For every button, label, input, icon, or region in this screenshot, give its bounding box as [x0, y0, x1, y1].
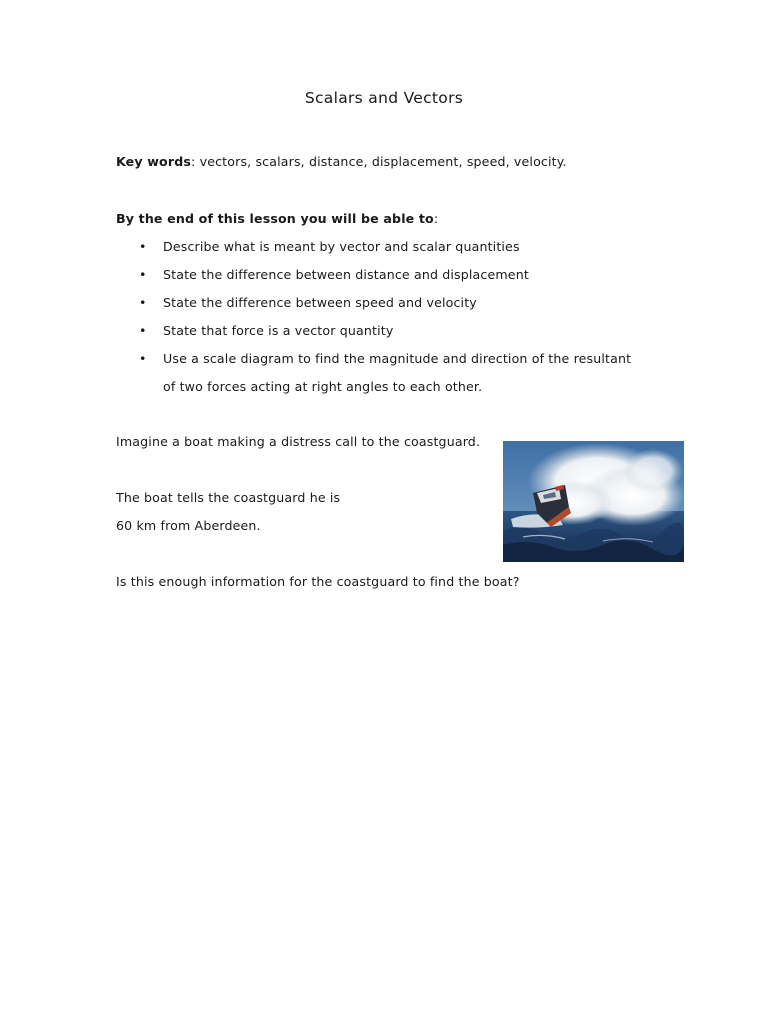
objectives-heading: [116, 211, 438, 226]
list-item-text: State that force is a vector quantity: [163, 323, 394, 338]
key-words-text: vectors, scalars, distance, displacement, speed, velocity.: [199, 154, 567, 169]
key-words-separator: :: [191, 154, 196, 169]
paragraph-distress-call: Imagine a boat making a distress call to the coastguard.: [116, 434, 481, 449]
key-words-line: [116, 154, 567, 169]
paragraph-distance: 60 km from Aberdeen.: [116, 518, 261, 533]
list-item-text: State the difference between distance and displacement: [163, 267, 529, 282]
lifeboat-wave-image: [503, 441, 684, 562]
list-item-text: State the difference between speed and velocity: [163, 295, 477, 310]
key-words-label: Key words: [116, 154, 192, 169]
list-item-text: Use a scale diagram to find the magnitude and direction of the resultant: [163, 351, 632, 366]
bullet-icon: •: [139, 267, 147, 282]
bullet-icon: •: [139, 295, 147, 310]
spray-shape: [623, 449, 683, 493]
list-item-text: Describe what is meant by vector and scalar quantities: [163, 239, 520, 254]
objectives-heading-separator: :: [433, 211, 439, 226]
paragraph-boat-tells: The boat tells the coastguard he is: [116, 490, 341, 505]
bullet-icon: •: [139, 323, 147, 338]
bullet-icon: •: [139, 239, 147, 254]
list-item-text: of two forces acting at right angles to each other.: [163, 379, 483, 394]
bullet-icon: •: [139, 351, 147, 366]
objectives-heading-label: By the end of this lesson you will be able to: [116, 211, 434, 226]
page-title: Scalars and Vectors: [304, 89, 464, 107]
paragraph-question: Is this enough information for the coastguard to find the boat?: [116, 574, 520, 589]
